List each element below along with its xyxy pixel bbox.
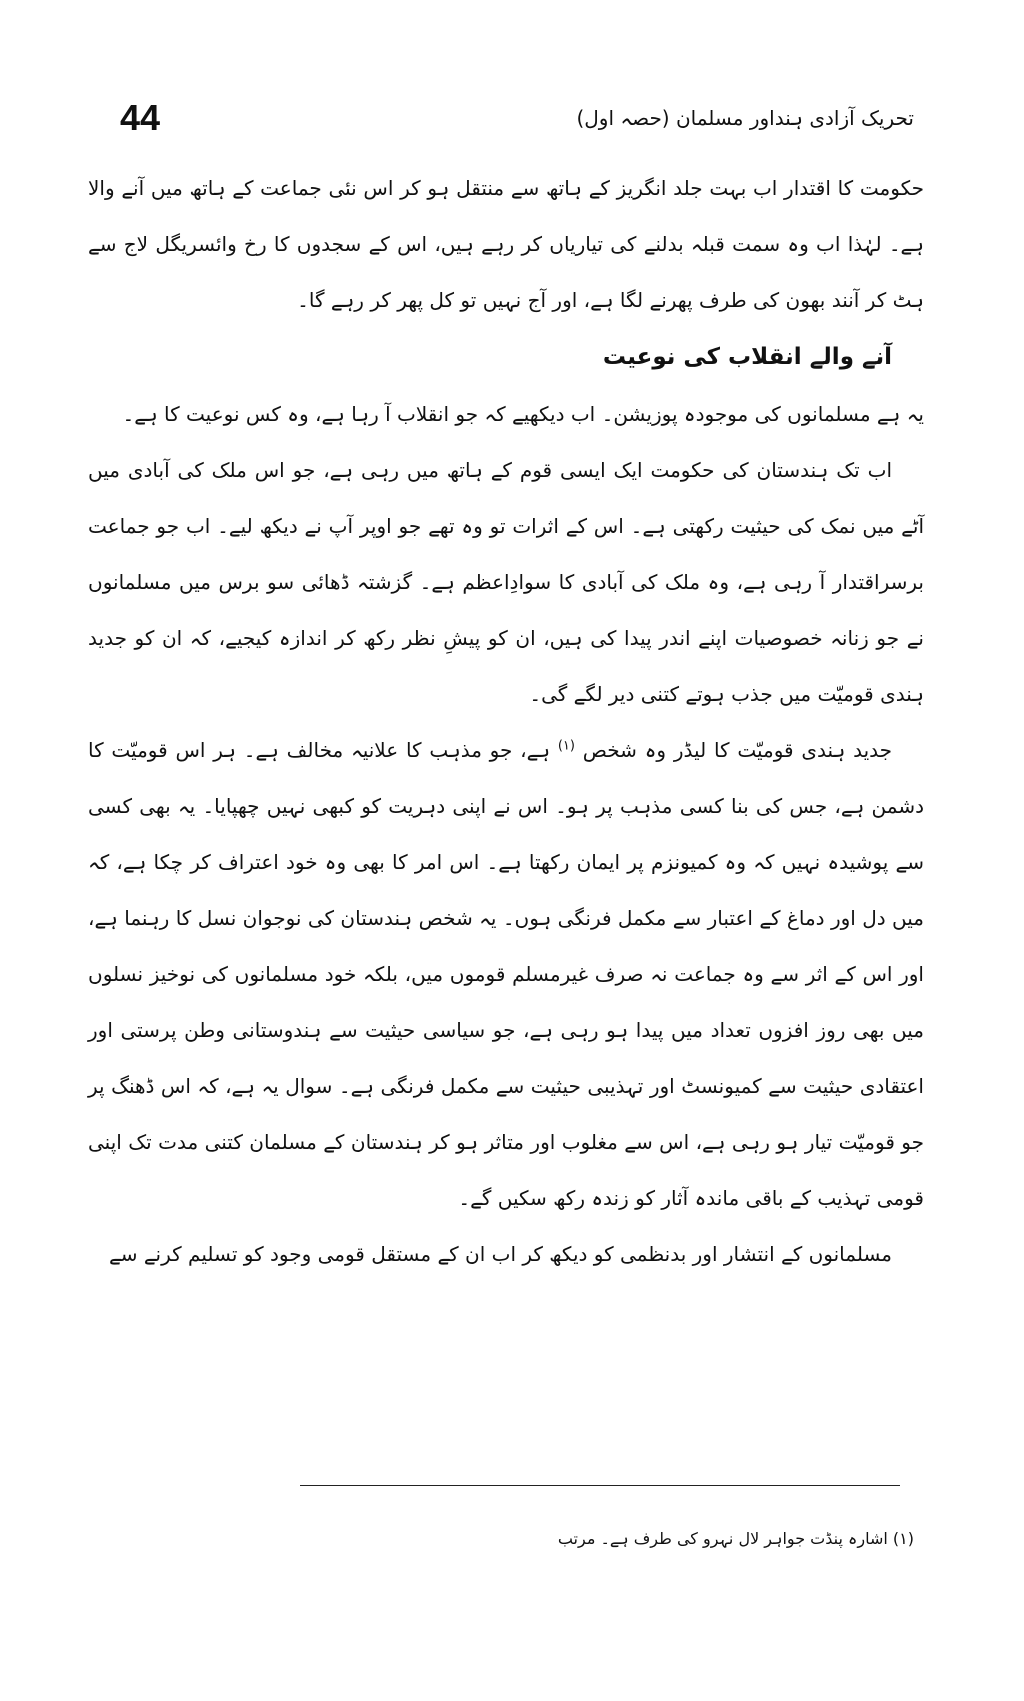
page-header	[120, 96, 914, 146]
paragraph-text: ہے، جو مذہب کا علانیہ مخالف ہے۔ ہر اس قومیّت کا دشمن ہے، جس کی بنا کسی مذہب پر ہو۔ اس نے اپنی دہریت کو کبھی نہیں چھپایا۔ یہ بھی کسی سے پوشیدہ نہیں کہ وہ کمیونزم پر ایمان رکھتا ہے۔ اس امر کا بھی وہ خود اعتراف کر چکا ہے، کہ میں دل اور دماغ کے اعتبار سے مکمل فرنگی ہوں۔ یہ شخص ہندستان کی نوجوان نسل کا رہنما ہے، اور اس کے اثر سے وہ جماعت نہ صرف غیرمسلم قوموں میں، بلکہ خود مسلمانوں کی نوخیز نسلوں میں بھی روز افزوں تعداد میں پیدا ہو رہی ہے، جو سیاسی حیثیت سے ہندوستانی وطن پرستی اور اعتقادی حیثیت سے کمیونسٹ اور تہذیبی حیثیت سے مکمل فرنگی ہے۔ سوال یہ ہے، کہ اس ڈھنگ پر جو قومیّت تیار ہو رہی ہے، اس سے مغلوب اور متاثر ہو کر ہندستان کے مسلمان کتنی مدت تک اپنی قومی تہذیب کے باقی ماندہ آثار کو زندہ رکھ سکیں گے۔	[88, 738, 924, 1210]
paragraph: حکومت کا اقتدار اب بہت جلد انگریز کے ہاتھ سے منتقل ہو کر اس نئی جماعت کے ہاتھ میں آنے والا ہے۔ لہٰذا اب وہ سمت قبلہ بدلنے کی تیاریاں کر رہے ہیں، اس کے سجدوں کا رخ وائسریگل لاج سے ہٹ کر آنند بھون کی طرف پھرنے لگا ہے، اور آج نہیں تو کل پھر کر رہے گا۔	[88, 176, 924, 312]
footnote: (۱) اشارہ پنڈت جواہر لال نہرو کی طرف ہے۔ مرتب	[557, 1529, 914, 1548]
paragraph	[88, 722, 924, 1226]
paragraph: اب تک ہندستان کی حکومت ایک ایسی قوم کے ہاتھ میں رہی ہے، جو اس ملک کی آبادی میں آٹے میں نمک کی حیثیت رکھتی ہے۔ اس کے اثرات تو وہ تھے جو اوپر آپ نے دیکھ لیے۔ اب جو جماعت برسراقتدار آ رہی ہے، وہ ملک کی آبادی کا سوادِاعظم ہے۔ گزشتہ ڈھائی سو برس میں مسلمانوں نے جو زنانہ خصوصیات اپنے اندر پیدا کی ہیں، ان کو پیشِ نظر رکھ کر اندازہ کیجیے، کہ ان کو جدید ہندی قومیّت میں جذب ہوتے کتنی دیر لگے گی۔	[88, 458, 924, 706]
footnote-divider	[300, 1485, 900, 1486]
paragraph-text: جدید ہندی قومیّت کا لیڈر وہ شخص	[582, 738, 893, 762]
paragraph: یہ ہے مسلمانوں کی موجودہ پوزیشن۔ اب دیکھیے کہ جو انقلاب آ رہا ہے، وہ کس نوعیت کا ہے۔	[122, 402, 924, 426]
footnote-marker: (۱)	[557, 738, 575, 754]
page-number: 44	[120, 97, 161, 138]
section-heading: آنے والے انقلاب کی نوعیت	[602, 344, 892, 370]
main-text	[88, 160, 924, 1282]
running-title: تحریک آزادی ہنداور مسلمان (حصہ اول)	[576, 106, 914, 130]
paragraph: مسلمانوں کے انتشار اور بدنظمی کو دیکھ کر اب ان کے مستقل قومی وجود کو تسلیم کرنے سے	[109, 1242, 892, 1266]
